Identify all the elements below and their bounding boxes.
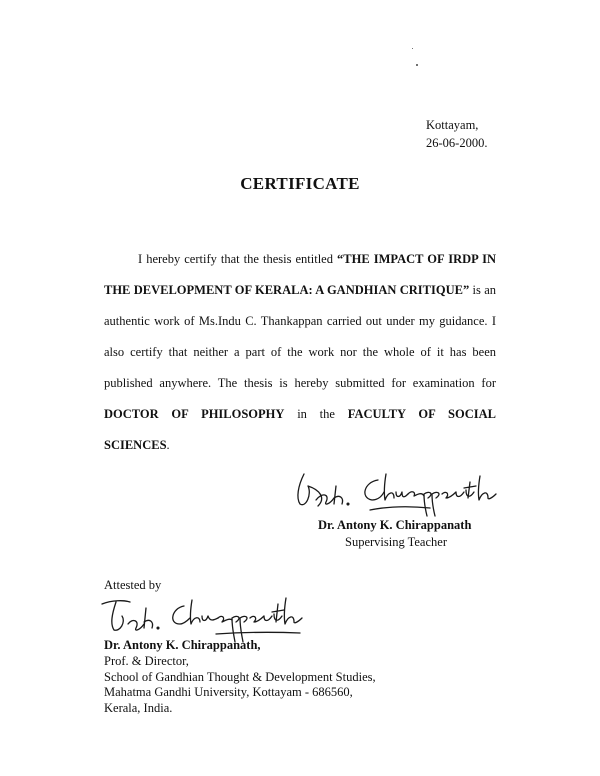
scan-speck xyxy=(416,64,418,66)
certification-paragraph xyxy=(104,244,496,461)
attestor-title: Prof. & Director, xyxy=(104,653,189,668)
faculty-name: FACULTY OF SOCIAL SCIENCES xyxy=(104,407,496,452)
date-text: 26-06-2000. xyxy=(426,136,488,150)
place-text: Kottayam, xyxy=(426,118,479,132)
body-connector-text: in the xyxy=(284,407,348,421)
supervisor-signature xyxy=(290,464,510,520)
degree-name: DOCTOR OF PHILOSOPHY xyxy=(104,407,285,421)
body-intro-text: I hereby certify that the thesis entitled xyxy=(138,252,338,266)
certificate-body xyxy=(104,244,496,461)
body-main-text: is an authentic work of Ms.Indu C. Thankappan carried out under my guidance. I also certify that neither a part of the work nor the whole of it has been published anywhere. The thesis is hereby submitted for examination for xyxy=(104,283,497,390)
certificate-title: CERTIFICATE xyxy=(240,174,360,193)
body-end-text: . xyxy=(166,438,170,452)
attestor-name: Dr. Antony K. Chirappanath, xyxy=(104,638,261,652)
thesis-title: “THE IMPACT OF IRDP IN THE DEVELOPMENT OF KERALA: A GANDHIAN CRITIQUE” xyxy=(104,252,496,297)
attestor-school: School of Gandhian Thought & Development Studies, xyxy=(104,669,376,684)
attested-label: Attested by xyxy=(104,578,162,592)
supervisor-role: Supervising Teacher xyxy=(345,535,447,549)
attestor-state: Kerala, India. xyxy=(104,701,173,716)
attestor-university: Mahatma Gandhi University, Kottayam - 686560, xyxy=(104,685,353,700)
place-date-block xyxy=(426,116,487,152)
scan-speck xyxy=(412,48,413,49)
attestation-block xyxy=(104,638,376,717)
supervisor-name: Dr. Antony K. Chirappanath xyxy=(318,518,472,532)
